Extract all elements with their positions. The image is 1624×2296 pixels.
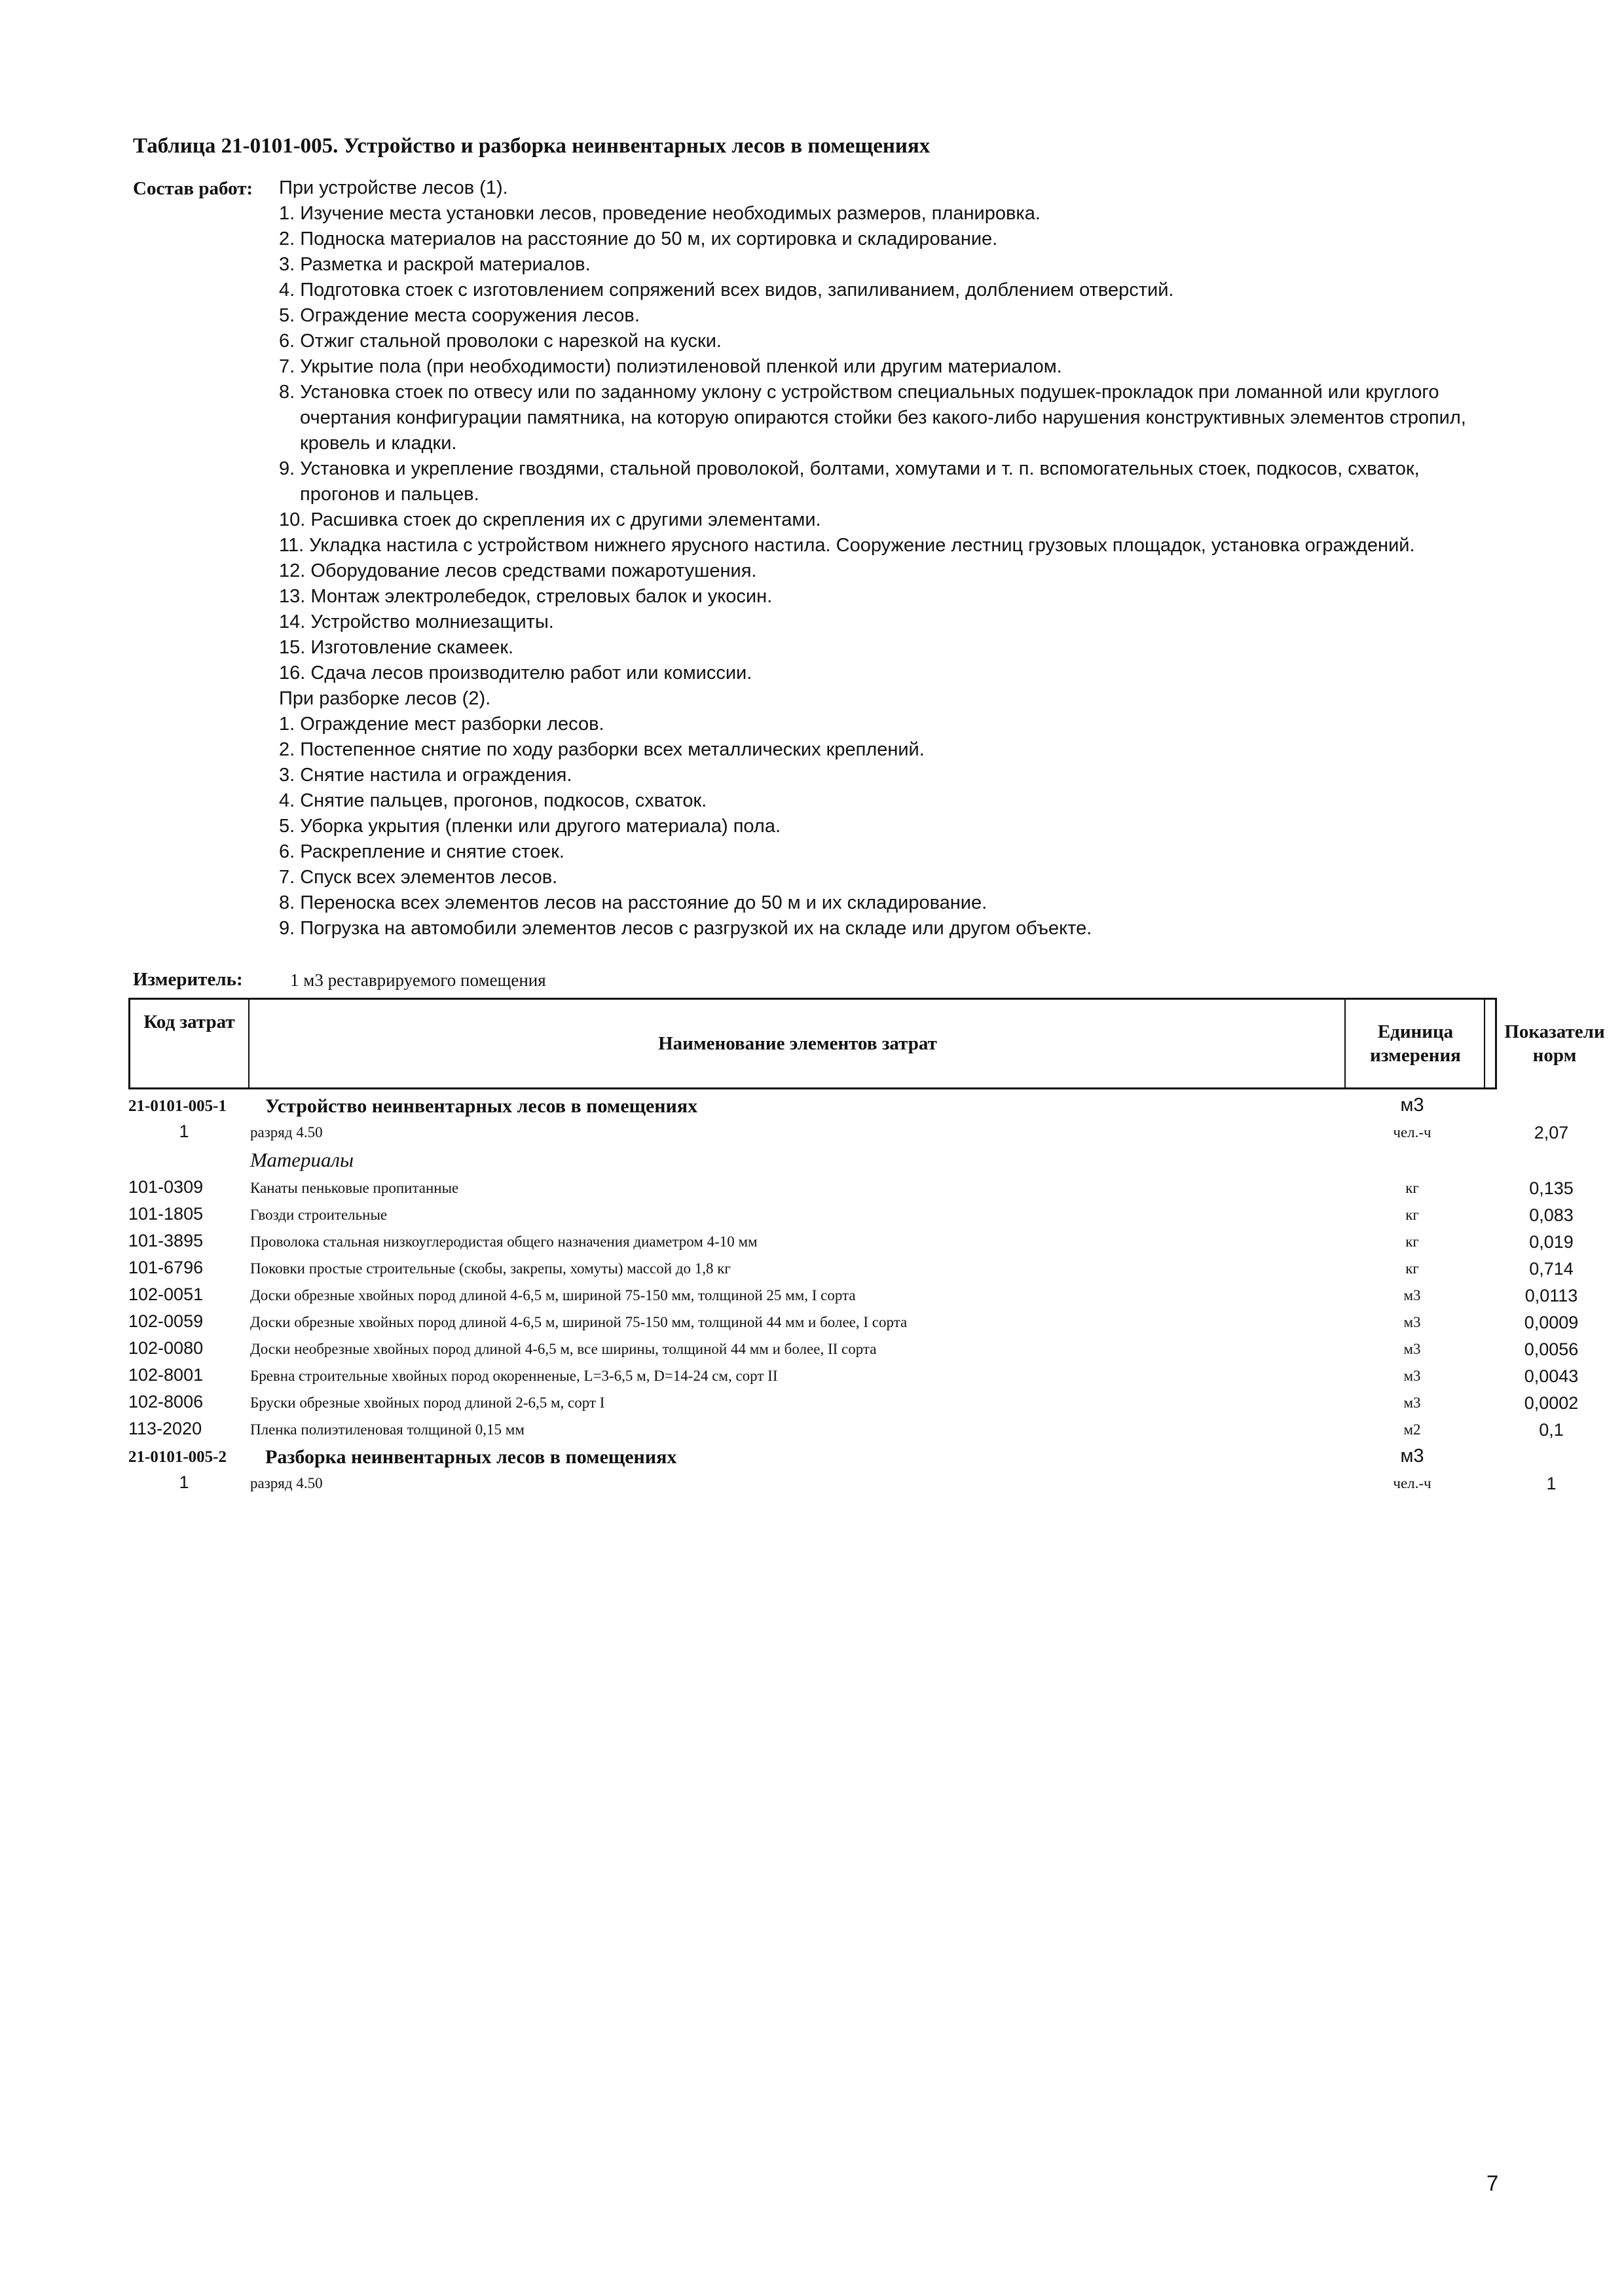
table-row xyxy=(128,1388,1579,1415)
cell-norm: 1 xyxy=(1546,1474,1557,1493)
table-body xyxy=(128,1091,1579,1495)
composition-line: 7. Спуск всех элементов лесов. xyxy=(279,867,558,888)
cell-name: Бревна строительные хвойных пород окоренненые, L=3-6,5 м, D=14-24 см, сорт II xyxy=(250,1368,778,1384)
composition-line: 4. Подготовка стоек с изготовлением сопряжений всех видов, запиливанием, долблением отверстий. xyxy=(279,280,1174,301)
table-row xyxy=(128,1118,1569,1144)
table-row xyxy=(128,1468,1557,1495)
cell-name: Гвозди строительные xyxy=(250,1207,388,1223)
cell-name: Доски обрезные хвойных пород длиной 4-6,5 м, шириной 75-150 мм, толщиной 44 мм и более, I сорта xyxy=(250,1314,908,1330)
composition-list xyxy=(279,175,1490,941)
composition-line: 8. Переноска всех элементов лесов на расстояние до 50 м и их складирование. xyxy=(279,892,987,913)
measure-label: Измеритель: xyxy=(133,969,243,990)
cell-name: разряд 4.50 xyxy=(250,1124,323,1140)
table-title: Таблица 21-0101-005. Устройство и разборка неинвентарных лесов в помещениях xyxy=(133,134,931,158)
header-name: Наименование элементов затрат xyxy=(248,1000,1346,1087)
composition-line: 2. Постепенное снятие по ходу разборки всех металлических креплений. xyxy=(279,739,925,760)
cell-unit: м3 xyxy=(1403,1394,1421,1411)
composition-line: 4. Снятие пальцев, прогонов, подкосов, схваток. xyxy=(279,790,707,811)
composition-line: 5. Ограждение места сооружения лесов. xyxy=(279,305,640,326)
table-row xyxy=(128,1227,1574,1254)
composition-line: 9. Погрузка на автомобили элементов лесов с разгрузкой их на складе или другом объекте. xyxy=(279,918,1092,939)
cell-code: 21-0101-005-1 xyxy=(128,1097,227,1115)
cell-norm: 0,0002 xyxy=(1524,1393,1579,1413)
table-row xyxy=(128,1361,1579,1388)
cell-name: Канаты пеньковые пропитанные xyxy=(250,1180,459,1196)
cell-code: 102-0080 xyxy=(128,1338,204,1358)
cell-code: 1 xyxy=(179,1472,189,1492)
composition-line: 1. Ограждение мест разборки лесов. xyxy=(279,714,604,735)
composition-line: 7. Укрытие пола (при необходимости) полиэтиленовой пленкой или другим материалом. xyxy=(279,356,1062,377)
table-row xyxy=(128,1334,1579,1361)
cell-code: 113-2020 xyxy=(128,1419,202,1438)
cell-unit: чел.-ч xyxy=(1393,1475,1431,1491)
cell-unit: м2 xyxy=(1403,1421,1421,1438)
composition-line: 2. Подноска материалов на расстояние до 50 м, их сортировка и складирование. xyxy=(279,228,998,249)
composition-line: 16. Сдача лесов производителю работ или комиссии. xyxy=(279,663,752,683)
composition-label: Состав работ: xyxy=(133,178,253,199)
cell-unit: м3 xyxy=(1403,1368,1421,1384)
table-row xyxy=(128,1254,1574,1281)
cell-code: 102-8006 xyxy=(128,1392,204,1412)
cell-name: Бруски обрезные хвойных пород длиной 2-6,5 м, сорт I xyxy=(250,1394,605,1411)
table-section-row xyxy=(128,1091,1497,1118)
cell-norm: 0,083 xyxy=(1529,1205,1574,1225)
cell-unit: чел.-ч xyxy=(1393,1124,1431,1140)
composition-line: 5. Уборка укрытия (пленки или другого материала) пола. xyxy=(279,816,781,837)
cell-unit: кг xyxy=(1405,1233,1419,1250)
cell-name: Материалы xyxy=(250,1148,354,1171)
cell-norm: 0,1 xyxy=(1539,1420,1564,1440)
cell-norm: 0,019 xyxy=(1529,1232,1574,1252)
cell-norm: 0,714 xyxy=(1529,1259,1574,1279)
cell-name: Разборка неинвентарных лесов в помещениях xyxy=(265,1446,677,1468)
table-row xyxy=(128,1307,1579,1334)
cell-unit: м3 xyxy=(1403,1341,1421,1357)
header-norm: Показатели норм xyxy=(1484,1000,1624,1087)
cell-code: 21-0101-005-2 xyxy=(128,1448,227,1466)
cell-unit: м3 xyxy=(1400,1446,1424,1467)
cell-name: разряд 4.50 xyxy=(250,1475,323,1491)
composition-line: 1. Изучение места установки лесов, проведение необходимых размеров, планировка. xyxy=(279,203,1041,224)
cell-norm: 0,0056 xyxy=(1524,1339,1579,1359)
page-number: 7 xyxy=(1486,2171,1499,2195)
table-header xyxy=(128,998,1605,1089)
table-row xyxy=(128,1200,1574,1227)
cell-norm: 0,0043 xyxy=(1524,1366,1579,1386)
cell-norm: 0,0009 xyxy=(1524,1313,1579,1332)
cell-name: Поковки простые строительные (скобы, закрепы, хомуты) массой до 1,8 кг xyxy=(250,1260,731,1277)
cell-unit: м3 xyxy=(1403,1314,1421,1330)
cell-norm: 0,135 xyxy=(1529,1178,1574,1198)
composition-line: 14. Устройство молниезащиты. xyxy=(279,611,554,632)
cell-code: 101-6796 xyxy=(128,1258,204,1277)
composition-line: 11. Укладка настила с устройством нижнего ярусного настила. Сооружение лестниц грузовых площадок, установка ограждений. xyxy=(279,535,1415,556)
cell-name: Пленка полиэтиленовая толщиной 0,15 мм xyxy=(250,1421,525,1438)
composition-line: При разборке лесов (2). xyxy=(279,688,491,709)
composition-line: 13. Монтаж электролебедок, стреловых балок и укосин. xyxy=(279,586,773,607)
measure-value: 1 м3 реставрируемого помещения xyxy=(290,970,546,990)
cell-unit: кг xyxy=(1405,1260,1419,1277)
composition-line: При устройстве лесов (1). xyxy=(279,177,508,198)
composition-line: 15. Изготовление скамеек. xyxy=(279,637,514,658)
table-row xyxy=(128,1173,1574,1200)
cell-code: 101-0309 xyxy=(128,1177,204,1197)
cell-name: Проволока стальная низкоуглеродистая общего назначения диаметром 4-10 мм xyxy=(250,1233,758,1250)
cell-code: 1 xyxy=(179,1121,189,1141)
composition-line: 8. Установка стоек по отвесу или по заданному уклону с устройством специальных подушек-прокладок при ломанной или круглого очертания конфигурации памятника, на которую опираются стойки без какого-либо нарушения конструктивных элементов стропил, кровель и кладки. xyxy=(279,382,1466,454)
cell-code: 102-8001 xyxy=(128,1365,204,1385)
composition-line: 3. Разметка и раскрой материалов. xyxy=(279,254,591,275)
cell-unit: м3 xyxy=(1403,1287,1421,1303)
cell-code: 101-1805 xyxy=(128,1204,204,1224)
header-unit: Единица измерения xyxy=(1344,1000,1485,1087)
table-section-row xyxy=(128,1442,1497,1468)
cell-name: Доски необрезные хвойных пород длиной 4-6,5 м, все ширины, толщиной 44 мм и более, II сорта xyxy=(250,1341,877,1357)
cell-name: Доски обрезные хвойных пород длиной 4-6,5 м, шириной 75-150 мм, толщиной 25 мм, I сорта xyxy=(250,1287,856,1303)
cell-code: 102-0059 xyxy=(128,1311,204,1331)
cell-unit: кг xyxy=(1405,1180,1419,1196)
composition-line: 6. Раскрепление и снятие стоек. xyxy=(279,841,564,862)
cell-unit: кг xyxy=(1405,1207,1419,1223)
header-code: Код затрат xyxy=(143,1011,235,1032)
table-row xyxy=(128,1415,1564,1442)
cell-code: 102-0051 xyxy=(128,1285,204,1304)
cell-name: Устройство неинвентарных лесов в помещениях xyxy=(265,1095,698,1117)
cell-unit: м3 xyxy=(1400,1095,1424,1116)
cell-norm: 0,0113 xyxy=(1524,1286,1578,1305)
composition-line: 12. Оборудование лесов средствами пожаротушения. xyxy=(279,560,757,581)
cell-code: 101-3895 xyxy=(128,1231,204,1250)
composition-line: 10. Расшивка стоек до скрепления их с другими элементами. xyxy=(279,509,821,530)
composition-line: 3. Снятие настила и ограждения. xyxy=(279,765,572,786)
table-group-row xyxy=(128,1144,1497,1173)
composition-line: 6. Отжиг стальной проволоки с нарезкой на куски. xyxy=(279,331,722,352)
composition-line: 9. Установка и укрепление гвоздями, стальной проволокой, болтами, хомутами и т. п. вспомогательных стоек, подкосов, схваток, прогонов и пальцев. xyxy=(279,458,1420,505)
table-row xyxy=(128,1281,1578,1307)
cell-norm: 2,07 xyxy=(1534,1123,1569,1142)
